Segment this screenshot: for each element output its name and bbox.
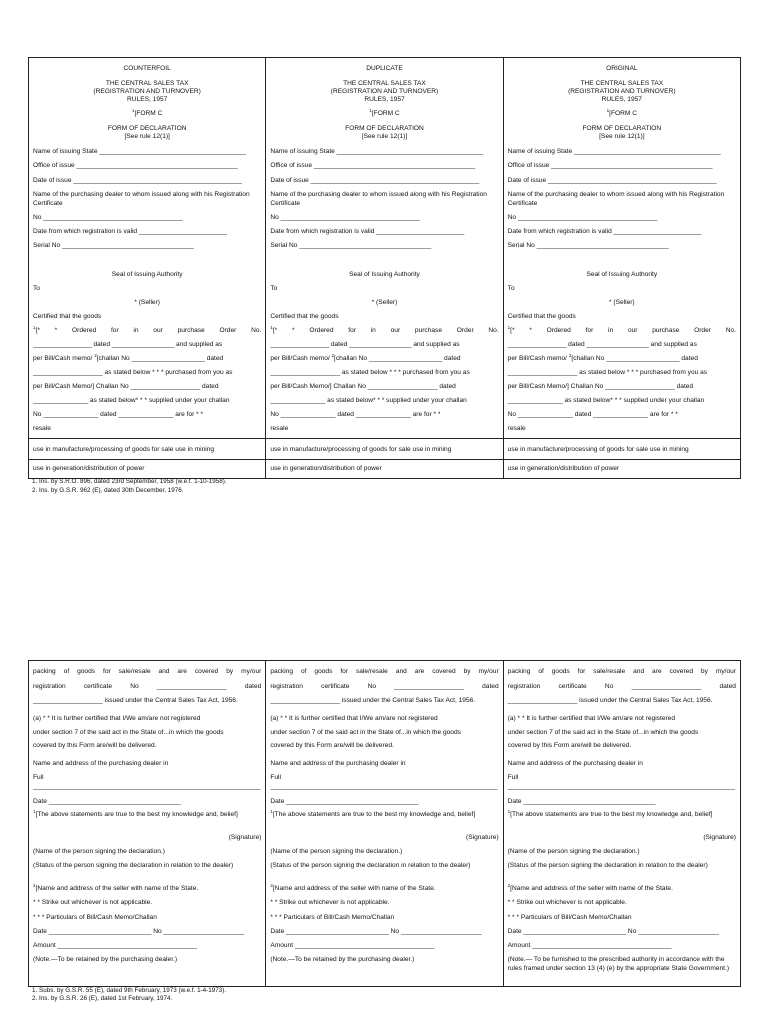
- issuing-state-field: Name of issuing State ________________________________________: [270, 148, 484, 155]
- number-field: No ______________________________________: [270, 214, 420, 221]
- signature-label: (Signature): [466, 834, 499, 841]
- seal-label: Seal of Issuing Authority: [111, 271, 183, 278]
- are-for-line: No _______________ dated _______________ are for * *: [507, 411, 678, 418]
- amount-field: Amount ______________________________________: [507, 942, 672, 949]
- issued-under-line: ___________________ issued under the Central Sales Tax Act, 1956.: [270, 697, 476, 704]
- date-of-issue-field: Date of issue ______________________________________________: [33, 177, 243, 184]
- bill-line: per Bill/Cash memo/ $^2$[challan No ____________________ dated: [507, 352, 698, 362]
- person-name-label: (Name of the person signing the declaration.): [270, 848, 403, 855]
- stated-below-line: ___________________ as stated below * * * purchased from you as: [507, 369, 708, 376]
- valid-date-field: Date from which registration is valid ________________________: [507, 228, 702, 235]
- full-line: ______________________________________________________________: [270, 783, 498, 790]
- act-line-3: RULES, 1957: [601, 96, 642, 103]
- amount-field: Amount ______________________________________: [270, 942, 435, 949]
- valid-date-field: Date from which registration is valid ________________________: [270, 228, 465, 235]
- person-name-label: (Name of the person signing the declaration.): [507, 848, 640, 855]
- date-of-issue-field: Date of issue ______________________________________________: [270, 177, 480, 184]
- bill-line: per Bill/Cash memo/ $^2$[challan No ____________________ dated: [33, 352, 224, 362]
- divider: [504, 459, 740, 460]
- column-original-continued: [504, 661, 740, 986]
- section-7-line: under section 7 of the said act in the State of...in which the goods: [33, 729, 224, 736]
- act-line-1: THE CENTRAL SALES TAX: [343, 80, 426, 87]
- generation-text: use in generation/distribution of power: [33, 465, 145, 472]
- column-original: [504, 58, 740, 478]
- resale-text: resale: [507, 425, 526, 432]
- ordered-line: $^1$[* * Ordered for in our purchase Order No.: [507, 324, 736, 334]
- covered-by-line: covered by this Form are/will be delivered.: [507, 742, 632, 749]
- true-statement: $^1$[The above statements are true to the best my knowledge and, belief]: [270, 808, 476, 818]
- column-title: COUNTERFOIL: [123, 65, 171, 72]
- number-field: No ______________________________________: [33, 214, 183, 221]
- seal-label: Seal of Issuing Authority: [349, 271, 420, 278]
- signature-label: (Signature): [228, 834, 262, 841]
- packing-line: packing of goods for sale/resale and are covered by my/our: [270, 668, 499, 675]
- seller-label: * (Seller): [371, 299, 398, 306]
- person-name-label: (Name of the person signing the declaration.): [33, 848, 165, 855]
- office-of-issue-field: Office of issue ____________________________________________: [270, 162, 476, 169]
- seller-label: * (Seller): [134, 299, 160, 306]
- challan-line: per Bill/Cash Memo/] Challan No ___________________ dated: [507, 383, 694, 390]
- challan-line: per Bill/Cash Memo/] Challan No ___________________ dated: [33, 383, 219, 390]
- section-7-line: under section 7 of the said act in the State of...in which the goods: [507, 729, 699, 736]
- declaration-title: FORM OF DECLARATION: [582, 125, 662, 132]
- bill-line: per Bill/Cash memo/ $^2$[challan No ____________________ dated: [270, 352, 461, 362]
- declaration-title: FORM OF DECLARATION: [107, 125, 187, 132]
- signature-label: (Signature): [703, 834, 736, 841]
- certified-text: Certified that the goods: [33, 313, 102, 320]
- divider: [504, 438, 740, 439]
- office-of-issue-field: Office of issue ____________________________________________: [33, 162, 238, 169]
- ordered-line: $^1$[* * Ordered for in our purchase Order No.: [33, 324, 262, 334]
- registration-certificate-line: registration certificate No ___________________ dated: [33, 683, 262, 690]
- declaration-title: FORM OF DECLARATION: [345, 125, 424, 132]
- certified-text: Certified that the goods: [270, 313, 339, 320]
- date-no-field: Date ____________________________ No ______________________: [507, 928, 719, 935]
- divider: [266, 438, 502, 439]
- form-top-section: [28, 57, 741, 479]
- column-duplicate-continued: [266, 661, 503, 986]
- column-counterfoil-continued: [29, 661, 266, 986]
- further-certified-line: (a) * * It is further certified that I/We am/are not registered: [507, 715, 676, 722]
- packing-line: packing of goods for sale/resale and are covered by my/our: [507, 668, 736, 675]
- seller-label: * (Seller): [608, 299, 635, 306]
- purchasing-dealer-field: Name of the purchasing dealer to whom issued along with his Registration Certificate: [270, 191, 487, 207]
- column-counterfoil: [29, 58, 266, 478]
- seller-name-label: $^2$[Name and address of the seller with name of the State.: [270, 882, 436, 892]
- footnote: 1. Ins. by S.R.O. 896, dated 23rd September, 1958 (w.e.f. 1-10-1958).: [32, 478, 227, 485]
- act-line-1: THE CENTRAL SALES TAX: [105, 80, 189, 87]
- name-address-label: Name and address of the purchasing dealer in: [33, 760, 169, 767]
- stated-below-line: ___________________ as stated below * * * purchased from you as: [33, 369, 233, 376]
- issued-under-line: ___________________ issued under the Central Sales Tax Act, 1956.: [507, 697, 713, 704]
- supplied-challan-line: _______________ as stated below* * * supplied under your challan: [33, 397, 230, 404]
- form-name: $^1$[FORM C: [131, 107, 163, 117]
- form-bottom-section: [28, 660, 741, 987]
- date-no-field: Date ____________________________ No ______________________: [33, 928, 245, 935]
- divider: [266, 459, 502, 460]
- section-7-line: under section 7 of the said act in the State of...in which the goods: [270, 729, 461, 736]
- manufacture-text: use in manufacture/processing of goods for sale use in mining: [33, 446, 215, 453]
- serial-no-field: Serial No ____________________________________: [507, 242, 669, 249]
- covered-by-line: covered by this Form are/will be delivered.: [270, 742, 394, 749]
- footnote: 2. Ins. by G.S.R. 26 (E), dated 1st February, 1974.: [32, 995, 173, 1002]
- true-statement: $^1$[The above statements are true to the best my knowledge and, belief]: [507, 808, 713, 818]
- full-line: ______________________________________________________________: [33, 783, 261, 790]
- form-name: $^1$[FORM C: [369, 107, 400, 117]
- amount-field: Amount ______________________________________: [33, 942, 197, 949]
- retention-note: (Note.—To be retained by the purchasing dealer.): [33, 956, 178, 963]
- rule-reference: [See rule 12(1)]: [361, 133, 408, 140]
- person-status-label: (Status of the person signing the declaration in relation to the dealer): [33, 862, 234, 869]
- resale-text: resale: [33, 425, 51, 432]
- seller-name-label: $^2$[Name and address of the seller with name of the State.: [507, 882, 673, 892]
- strike-note: * * Strike out whichever is not applicable.: [507, 899, 627, 906]
- name-address-label: Name and address of the purchasing dealer in: [270, 760, 406, 767]
- date-of-issue-field: Date of issue ______________________________________________: [507, 177, 717, 184]
- certified-text: Certified that the goods: [507, 313, 576, 320]
- supplied-challan-line: _______________ as stated below* * * supplied under your challan: [270, 397, 467, 404]
- further-certified-line: (a) * * It is further certified that I/We am/are not registered: [33, 715, 201, 722]
- date-no-field: Date ____________________________ No ______________________: [270, 928, 482, 935]
- date-field: Date ____________________________________: [33, 798, 181, 805]
- seal-label: Seal of Issuing Authority: [586, 271, 658, 278]
- act-line-1: THE CENTRAL SALES TAX: [580, 80, 664, 87]
- act-line-3: RULES, 1957: [364, 96, 405, 103]
- serial-no-field: Serial No ____________________________________: [33, 242, 194, 249]
- footnote: 1. Subs. by G.S.R. 55 (E), dated 9th February, 1973 (w.e.f. 1-4-1973).: [32, 987, 227, 994]
- full-label: Full: [33, 774, 44, 781]
- issued-under-line: ___________________ issued under the Central Sales Tax Act, 1956.: [33, 697, 238, 704]
- column-title: DUPLICATE: [366, 65, 403, 72]
- are-for-line: No _______________ dated _______________ are for * *: [33, 411, 204, 418]
- resale-text: resale: [270, 425, 289, 432]
- retention-note: (Note.—To be retained by the purchasing dealer.): [270, 956, 415, 963]
- registration-certificate-line: registration certificate No ___________________ dated: [270, 683, 499, 690]
- act-line-2: (REGISTRATION AND TURNOVER): [93, 88, 201, 95]
- dated-supplied-line: ________________ dated _________________ and supplied as: [270, 341, 460, 348]
- ordered-line: $^1$[* * Ordered for in our purchase Order No.: [270, 324, 499, 334]
- registration-certificate-line: registration certificate No ___________________ dated: [507, 683, 736, 690]
- divider: [29, 459, 265, 460]
- act-line-3: RULES, 1957: [127, 96, 168, 103]
- name-address-label: Name and address of the purchasing dealer in: [507, 760, 643, 767]
- to-label: To: [507, 285, 515, 292]
- rule-reference: [See rule 12(1)]: [599, 133, 645, 140]
- full-label: Full: [270, 774, 281, 781]
- person-status-label: (Status of the person signing the declaration in relation to the dealer): [507, 862, 708, 869]
- purchasing-dealer-field: Name of the purchasing dealer to whom issued along with his Registration Certificate: [507, 191, 725, 207]
- footnote: 2. Ins. by G.S.R. 962 (E), dated 30th December, 1976.: [32, 487, 184, 494]
- generation-text: use in generation/distribution of power: [507, 465, 620, 472]
- valid-date-field: Date from which registration is valid ________________________: [33, 228, 227, 235]
- manufacture-text: use in manufacture/processing of goods for sale use in mining: [507, 446, 689, 453]
- full-label: Full: [507, 774, 519, 781]
- issuing-state-field: Name of issuing State ________________________________________: [507, 148, 721, 155]
- are-for-line: No _______________ dated _______________ are for * *: [270, 411, 441, 418]
- issuing-state-field: Name of issuing State ________________________________________: [33, 148, 247, 155]
- date-field: Date ____________________________________: [270, 798, 419, 805]
- particulars-label: * * * Particulars of Bill/Cash Memo/Challan: [270, 914, 395, 921]
- number-field: No ______________________________________: [507, 214, 658, 221]
- act-line-2: (REGISTRATION AND TURNOVER): [330, 88, 439, 95]
- particulars-label: * * * Particulars of Bill/Cash Memo/Challan: [507, 914, 632, 921]
- act-line-2: (REGISTRATION AND TURNOVER): [568, 88, 676, 95]
- strike-note: * * Strike out whichever is not applicable.: [33, 899, 153, 906]
- column-title: ORIGINAL: [606, 65, 638, 72]
- stated-below-line: ___________________ as stated below * * * purchased from you as: [270, 369, 470, 376]
- manufacture-text: use in manufacture/processing of goods for sale use in mining: [270, 446, 452, 453]
- dated-supplied-line: ________________ dated _________________ and supplied as: [33, 341, 223, 348]
- column-duplicate: [266, 58, 503, 478]
- form-name: $^1$[FORM C: [606, 107, 637, 117]
- serial-no-field: Serial No ____________________________________: [270, 242, 432, 249]
- further-certified-line: (a) * * It is further certified that I/We am/are not registered: [270, 715, 438, 722]
- date-field: Date ____________________________________: [507, 798, 656, 805]
- covered-by-line: covered by this Form are/will be delivered.: [33, 742, 157, 749]
- divider: [29, 438, 265, 439]
- particulars-label: * * * Particulars of Bill/Cash Memo/Challan: [33, 914, 157, 921]
- rule-reference: [See rule 12(1)]: [124, 133, 170, 140]
- office-of-issue-field: Office of issue ____________________________________________: [507, 162, 713, 169]
- seller-name-label: $^2$[Name and address of the seller with name of the State.: [33, 882, 199, 892]
- full-line: ______________________________________________________________: [507, 783, 736, 790]
- challan-line: per Bill/Cash Memo/] Challan No ___________________ dated: [270, 383, 456, 390]
- generation-text: use in generation/distribution of power: [270, 465, 382, 472]
- dated-supplied-line: ________________ dated _________________ and supplied as: [507, 341, 697, 348]
- purchasing-dealer-field: Name of the purchasing dealer to whom issued along with his Registration Certificate: [33, 191, 250, 207]
- packing-line: packing of goods for sale/resale and are covered by my/our: [33, 668, 262, 675]
- strike-note: * * Strike out whichever is not applicable.: [270, 899, 390, 906]
- to-label: To: [33, 285, 40, 292]
- to-label: To: [270, 285, 278, 292]
- true-statement: $^1$[The above statements are true to the best my knowledge and, belief]: [33, 808, 238, 818]
- furnish-note: (Note.— To be furnished to the prescribed authority in accordance with the rules framed under section 13 (4) (e) by the appropriate State Government.): [507, 956, 730, 972]
- person-status-label: (Status of the person signing the declaration in relation to the dealer): [270, 862, 471, 869]
- supplied-challan-line: _______________ as stated below* * * supplied under your challan: [507, 397, 705, 404]
